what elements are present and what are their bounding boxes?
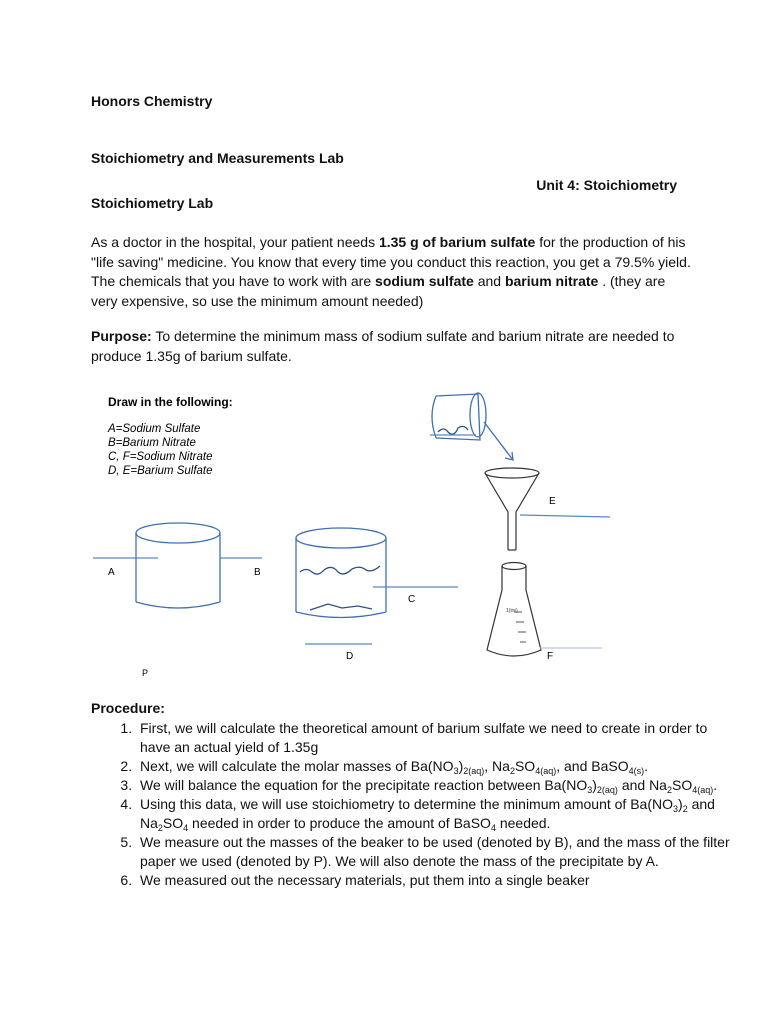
intro-text-4: . (they are very expensive, so use the minimum amount needed) bbox=[91, 273, 666, 309]
pour-arrow bbox=[484, 422, 513, 460]
procedure-step: 3. We will balance the equation for the precipitate reaction between $Ba(NO_3)_{2(aq)}$ and $Na_2SO_{4(aq)}$. bbox=[136, 776, 736, 795]
intro-bold-sodium-sulfate: sodium sulfate bbox=[375, 273, 474, 289]
legend-a: A=Sodium Sulfate bbox=[108, 423, 201, 435]
intro-text-1: As a doctor in the hospital, your patient needs bbox=[91, 234, 379, 250]
pouring-beaker bbox=[432, 393, 486, 440]
procedure-step: 4. Using this data, we will use stoichiometry to determine the minimum amount of $Ba(NO_3)_2$ and $Na_2SO_4$ needed in order to produce the amount of BaSO$_4$ needed. bbox=[136, 795, 736, 833]
label-p: P bbox=[142, 668, 149, 678]
label-c: C bbox=[408, 594, 416, 605]
purpose-text: To determine the minimum mass of sodium sulfate and barium nitrate are needed to produce 1.35g of barium sulfate. bbox=[91, 328, 675, 364]
diagram-heading: Draw in the following: bbox=[108, 395, 233, 409]
procedure-step: 6. We measured out the necessary materials, put them into a single beaker bbox=[136, 871, 736, 890]
lab-title: Stoichiometry and Measurements Lab bbox=[91, 150, 344, 166]
purpose-label: Purpose: bbox=[91, 328, 152, 344]
legend-b: B=Barium Nitrate bbox=[108, 437, 196, 449]
label-f: F bbox=[547, 651, 554, 662]
procedure-list bbox=[90, 719, 736, 890]
procedure-step: 2. Next, we will calculate the molar masses of $Ba(NO_3)_{2(aq)}$, $Na_2SO_{4(aq)}$, and BaSO$_{4(s)}$. bbox=[136, 757, 736, 776]
pointer-e bbox=[520, 515, 610, 517]
legend-cf: C, F=Sodium Nitrate bbox=[108, 451, 213, 463]
legend-de: D, E=Barium Sulfate bbox=[108, 465, 213, 477]
flask-mark: 1(ire) bbox=[506, 608, 518, 614]
label-e: E bbox=[549, 496, 556, 507]
procedure-step: 5. We measure out the masses of the beaker to be used (denoted by B), and the mass of the filter paper we used (denoted by P). We will also denote the mass of the precipitate by A. bbox=[136, 833, 736, 871]
procedure-step: 1. First, we will calculate the theoretical amount of barium sulfate we need to create in order to have an actual yield of 1.35g bbox=[136, 719, 736, 757]
intro-bold-barium-nitrate: barium nitrate bbox=[504, 273, 599, 289]
unit-label: Unit 4: Stoichiometry bbox=[536, 177, 677, 193]
beaker-a-b bbox=[136, 523, 220, 608]
procedure-label: Procedure: bbox=[91, 700, 165, 716]
funnel bbox=[485, 468, 539, 550]
beaker-c-d bbox=[296, 528, 386, 618]
intro-paragraph bbox=[91, 233, 691, 311]
purpose-paragraph bbox=[91, 327, 691, 366]
intro-text-2: for the production of his "life saving" medicine. You know that every time you conduct this reaction, you get a 79.5% yield. The chemicals that you have to work with are bbox=[91, 234, 691, 289]
course-title: Honors Chemistry bbox=[91, 93, 213, 109]
lab-diagram bbox=[0, 380, 768, 690]
label-b: B bbox=[254, 567, 261, 578]
label-d: D bbox=[346, 651, 354, 662]
lab-subtitle: Stoichiometry Lab bbox=[91, 195, 214, 211]
label-a: A bbox=[108, 567, 115, 578]
intro-bold-mass: 1.35 g of barium sulfate bbox=[378, 234, 536, 250]
intro-text-3: and bbox=[473, 273, 505, 289]
